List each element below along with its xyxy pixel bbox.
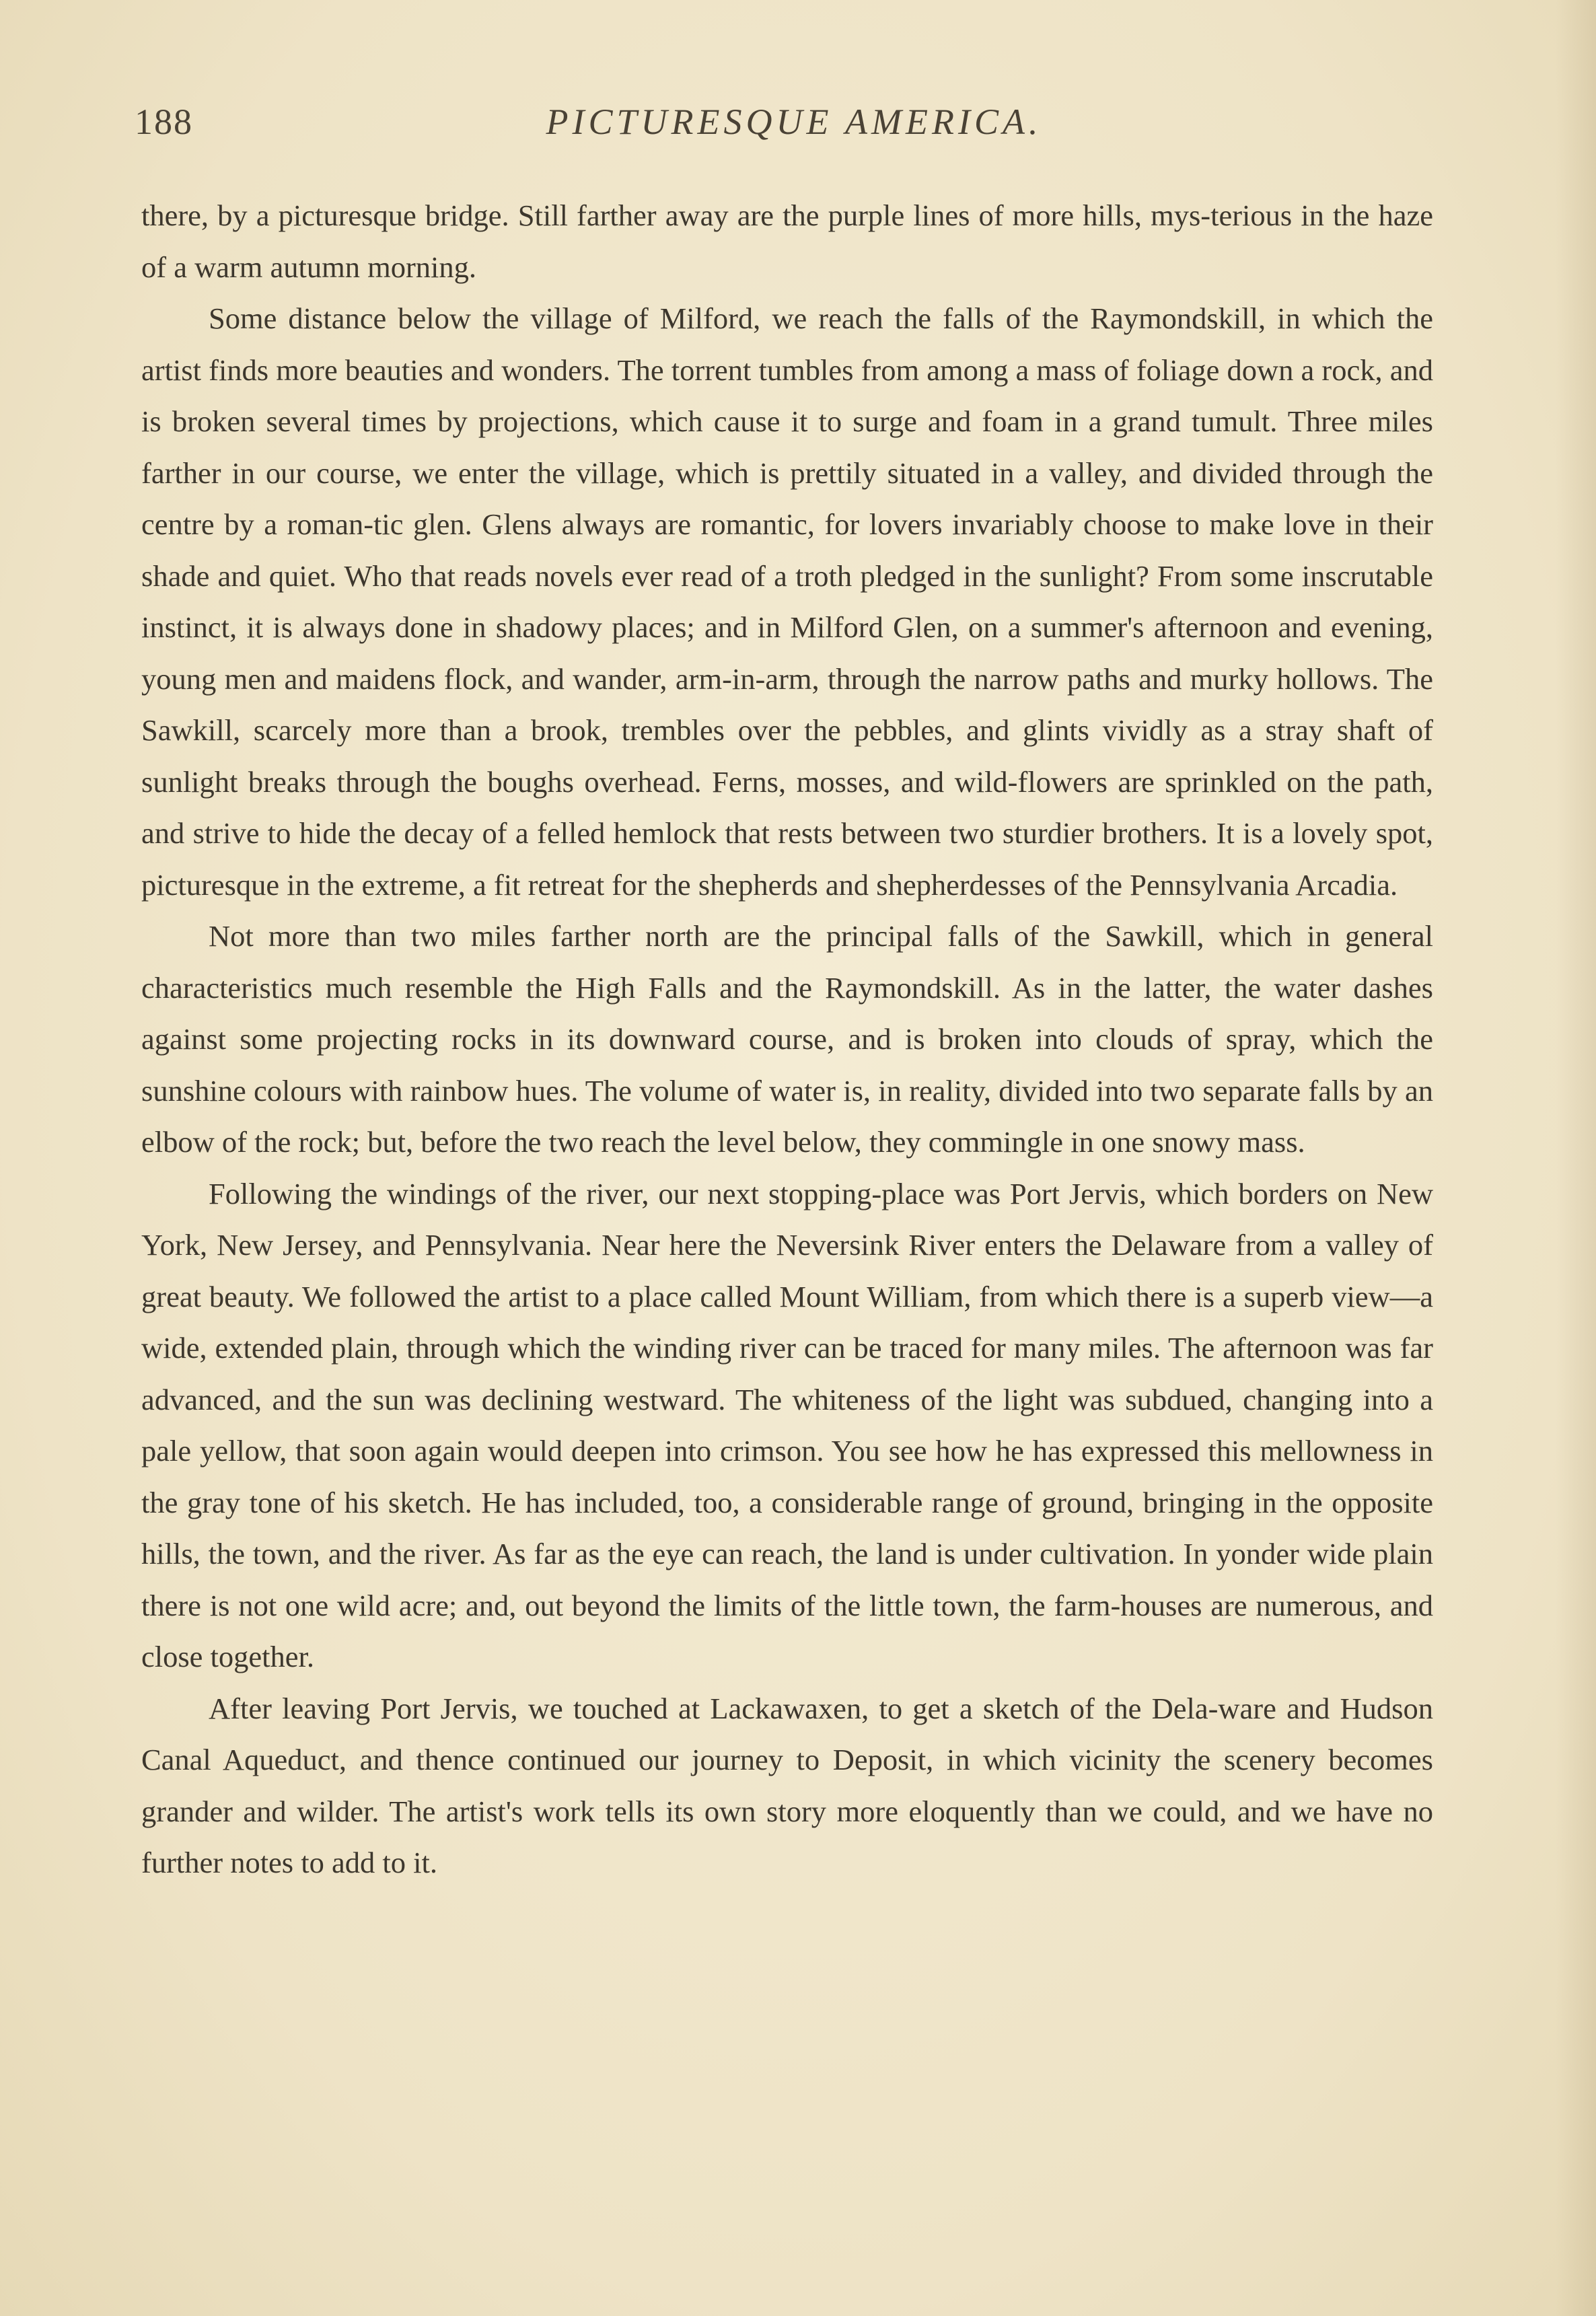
page-edge-shadow — [1556, 0, 1596, 2316]
body-text — [141, 190, 1433, 1889]
paragraph-port-jervis: Following the windings of the river, our next stopping-place was Port Jervis, which borders on New York, New Jersey, and Pennsylvania. Near here the Neversink River enters the Delaware from a valley of great beauty. We followed the artist to a place called Mount William, from which there is a superb view—a wide, extended plain, through which the winding river can be traced for many miles. The afternoon was far advanced, and the sun was declining westward. The whiteness of the light was subdued, changing into a pale yellow, that soon again would deepen into crimson. You see how he has expressed this mellowness in the gray tone of his sketch. He has included, too, a considerable range of ground, bringing in the opposite hills, the town, and the river. As far as the eye can reach, the land is under cultivation. In yonder wide plain there is not one wild acre; and, out beyond the limits of the little town, the farm-houses are numerous, and close together. — [141, 1176, 1433, 1673]
paragraph-lackawaxen: After leaving Port Jervis, we touched at Lackawaxen, to get a sketch of the Dela-ware and Hudson Canal Aqueduct, and thence continued our journey to Deposit, in which vicinity the scenery becomes grander and wilder. The artist's work tells its own story more eloquently than we could, and we have no further notes to add to it. — [141, 1691, 1433, 1879]
page-number: 188 — [135, 102, 193, 142]
paragraph-sawkill-falls: Not more than two miles farther north are the principal falls of the Sawkill, which in general characteristics much resemble the High Falls and the Raymondskill. As in the latter, the water dashes against some projecting rocks in its downward course, and is broken into clouds of spray, which the sunshine colours with rainbow hues. The volume of water is, in reality, divided into two separate falls by an elbow of the rock; but, before the two reach the level below, they commingle in one snowy mass. — [141, 919, 1433, 1159]
paragraph-continued: there, by a picturesque bridge. Still farther away are the purple lines of more hills, mys-terious in the haze of a warm autumn morning. — [141, 198, 1433, 284]
page-header — [135, 101, 1453, 155]
running-title: PICTURESQUE AMERICA. — [546, 102, 1042, 142]
paragraph-raymondskill: Some distance below the village of Milford, we reach the falls of the Raymondskill, in which the artist finds more beauties and wonders. The torrent tumbles from among a mass of foliage down a rock, and is broken several times by projections, which cause it to surge and foam in a grand tumult. Three miles farther in our course, we enter the village, which is prettily situated in a valley, and divided through the centre by a roman-tic glen. Glens always are romantic, for lovers invariably choose to make love in their shade and quiet. Who that reads novels ever read of a troth pledged in the sunlight? From some inscrutable instinct, it is always done in shadowy places; and in Milford Glen, on a summer's afternoon and evening, young men and maidens flock, and wander, arm-in-arm, through the narrow paths and murky hollows. The Sawkill, scarcely more than a brook, trembles over the pebbles, and glints vividly as a stray shaft of sunlight breaks through the boughs overhead. Ferns, mosses, and wild-flowers are sprinkled on the path, and strive to hide the decay of a felled hemlock that rests between two sturdier brothers. It is a lovely spot, picturesque in the extreme, a fit retreat for the shepherds and shepherdesses of the Pennsylvania Arcadia. — [141, 301, 1433, 902]
